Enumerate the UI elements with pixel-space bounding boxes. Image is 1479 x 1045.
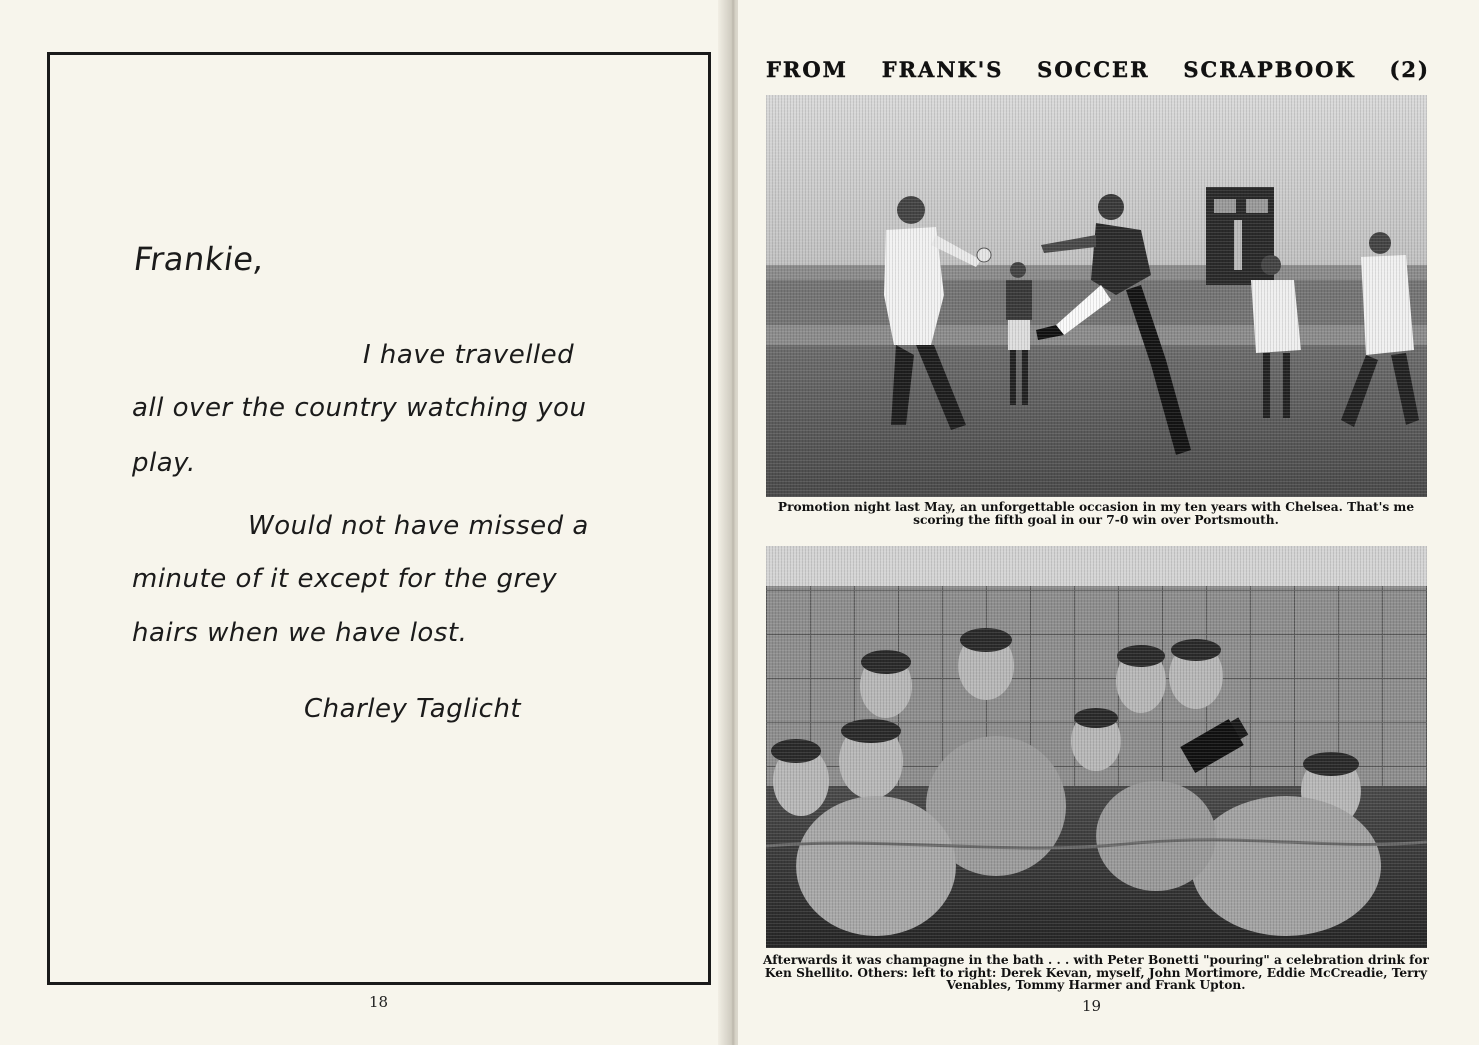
page-number-right: 19 — [1082, 997, 1102, 1015]
bath-photo-caption: Afterwards it was champagne in the bath . . . with Peter Bonetti "pouring" a celebration drink for Ken Shellito. Others: left to right: Derek Kevan, myself, John Mortimore, Eddie McCreadie, Terry Venables, Tommy Harmer and Frank Upton. — [763, 953, 1429, 992]
letter-line-1 — [363, 340, 575, 370]
page-number-left: 18 — [369, 993, 389, 1011]
match-photo-illustration — [766, 95, 1427, 497]
left-page — [0, 0, 728, 1045]
match-photo-caption: Promotion night last May, an unforgettable occasion in my ten years with Chelsea. That's me scoring the fifth goal in our 7-0 win over Portsmouth. — [777, 500, 1415, 527]
letter-signature: Charley Taglicht — [304, 694, 522, 724]
letter-greeting: Frankie, — [131, 240, 268, 278]
letter-line-2: all over the country watching you — [132, 393, 587, 423]
letter-line-5: minute of it except for the grey — [132, 564, 558, 594]
bath-photo — [766, 546, 1427, 948]
letter-line-4: Would not have missed a — [248, 511, 589, 541]
heading-word-4: SCRAPBOOK — [1183, 56, 1356, 82]
bath-photo-illustration — [766, 546, 1427, 948]
letter-line-1-text: I have travelled — [363, 340, 575, 370]
heading-word-1: FROM — [766, 56, 848, 82]
scrapbook-heading — [766, 54, 1430, 84]
letter-line-6: hairs when we have lost. — [132, 618, 468, 648]
match-photo — [766, 95, 1427, 497]
heading-word-5: (2) — [1389, 56, 1430, 82]
heading-word-2: FRANK'S — [881, 56, 1004, 82]
heading-word-3: SOCCER — [1037, 56, 1150, 82]
letter-line-3: play. — [132, 448, 196, 478]
